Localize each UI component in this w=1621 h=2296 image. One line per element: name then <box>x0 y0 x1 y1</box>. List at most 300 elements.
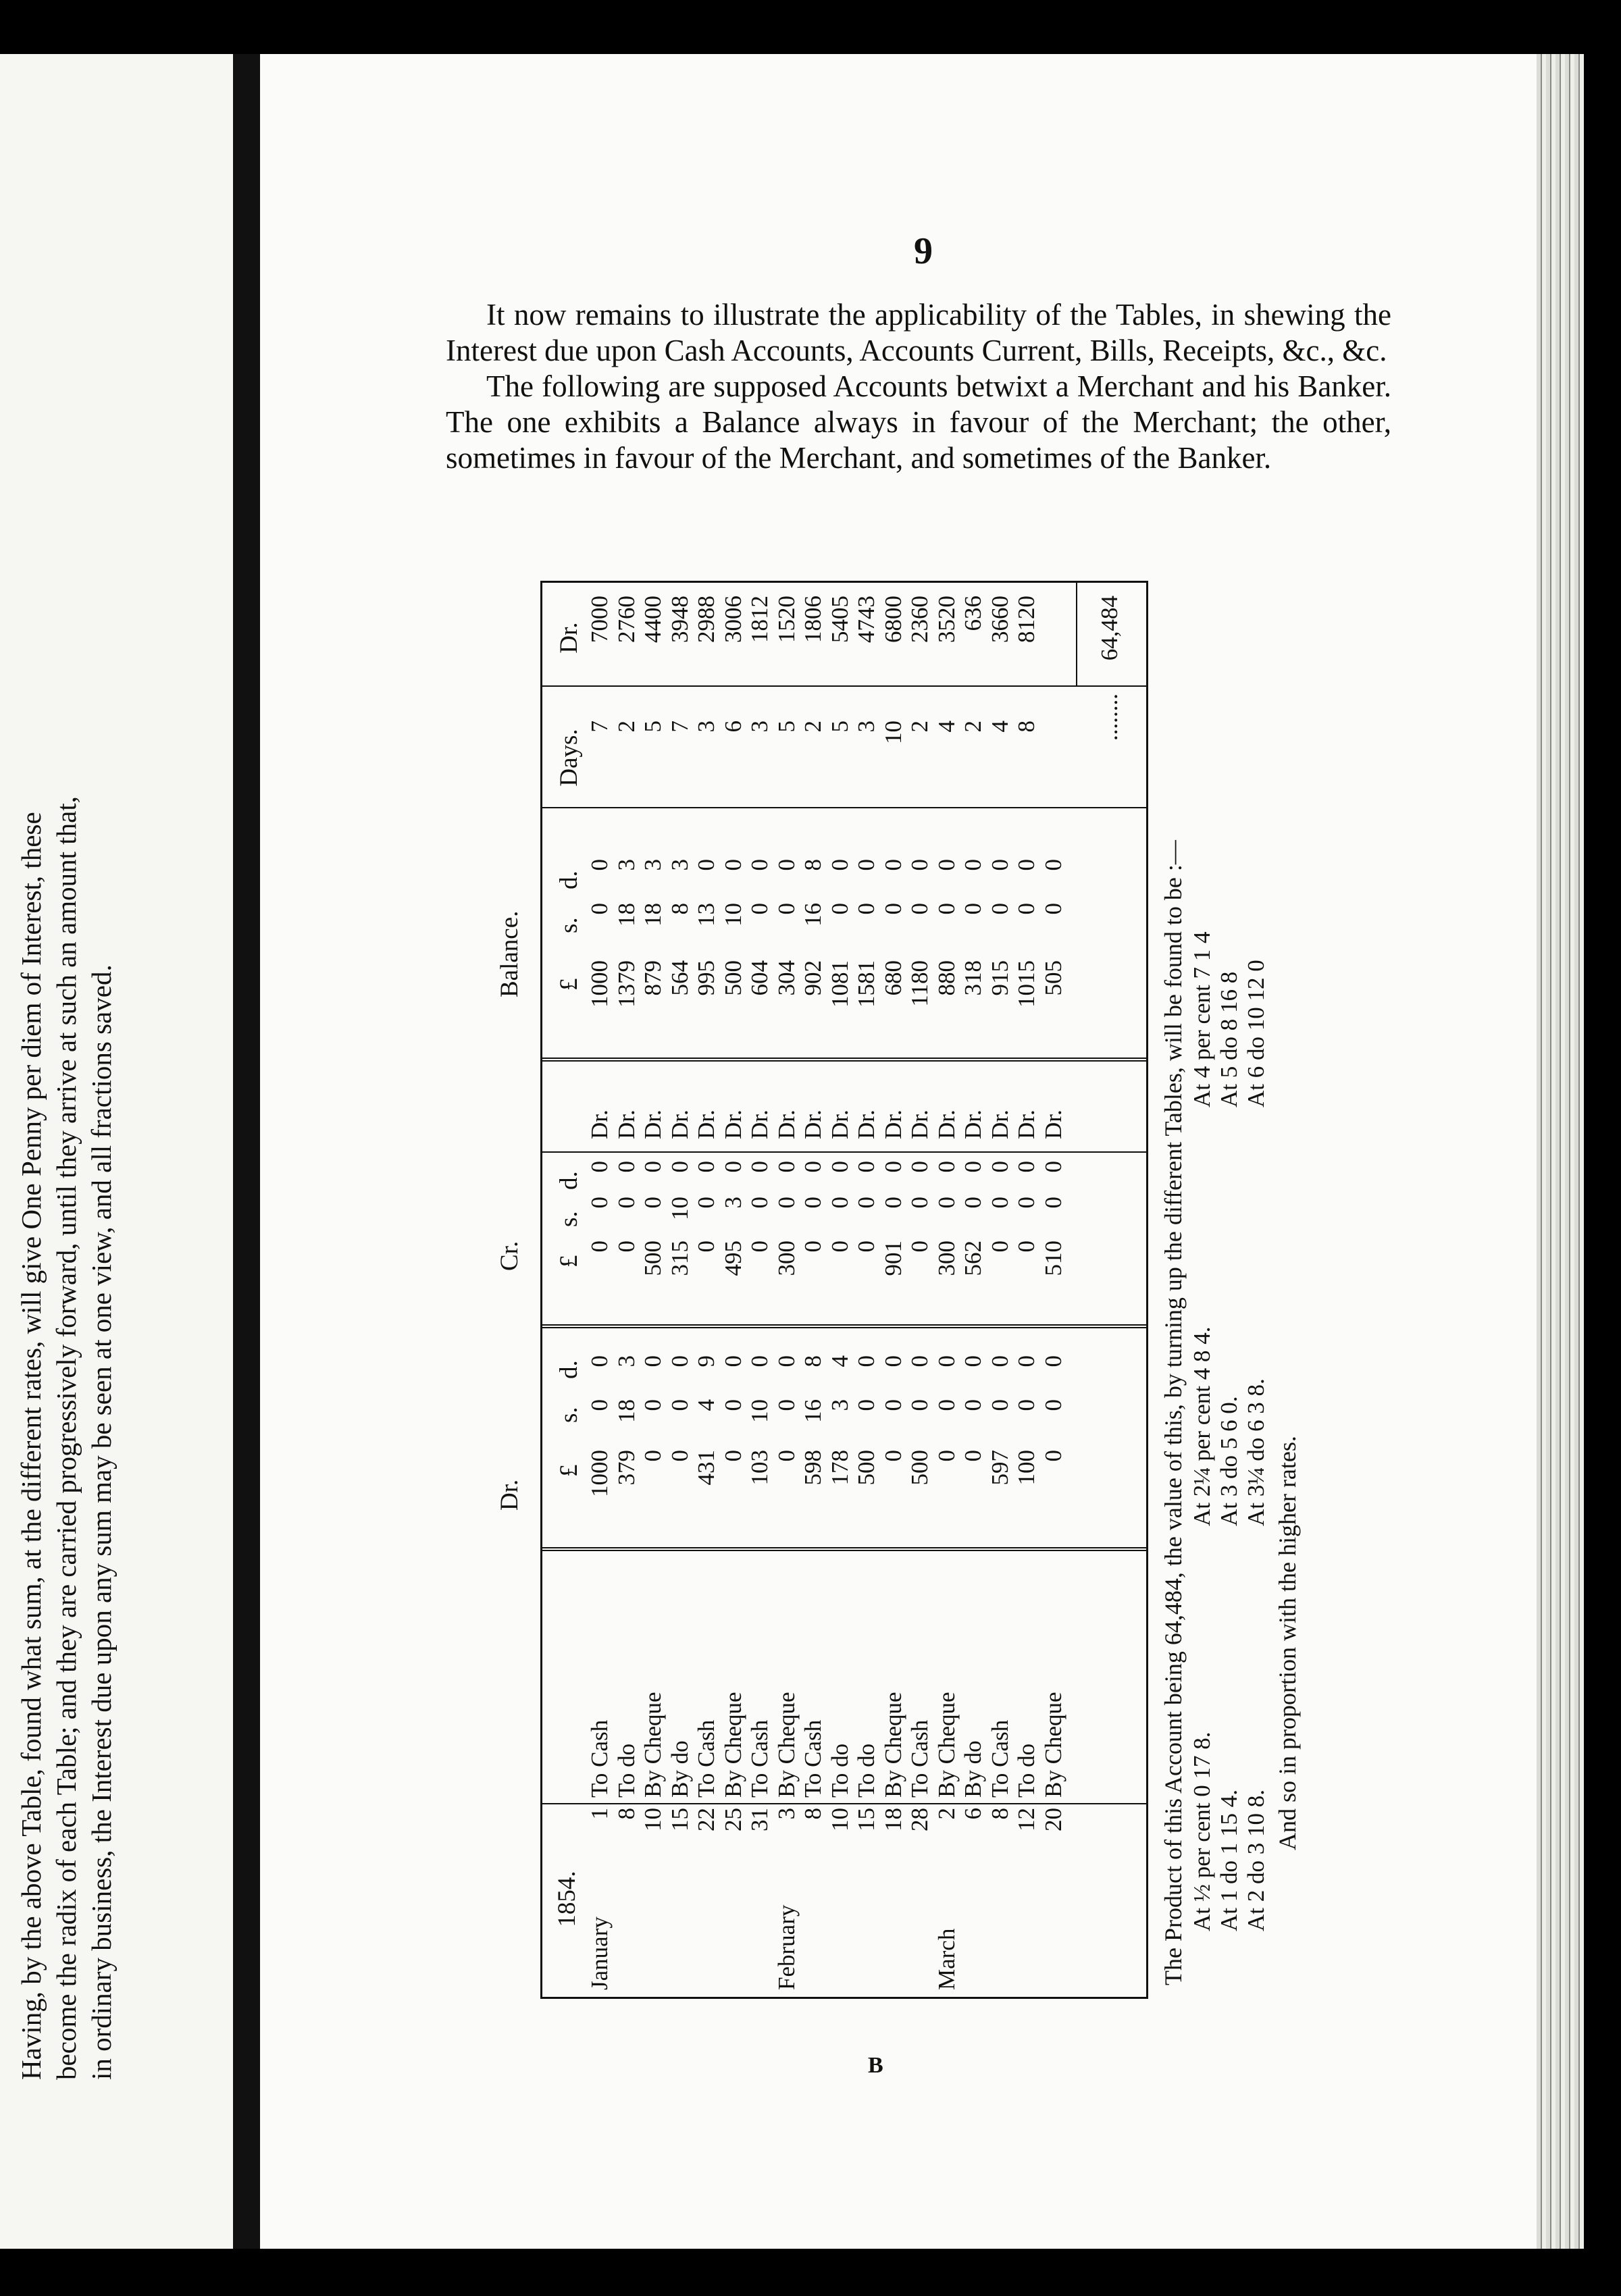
cell-product: 4400 <box>640 596 666 643</box>
cell-bal: Dr. <box>933 1110 960 1139</box>
account-table <box>496 581 1148 1999</box>
cell-product: 4743 <box>853 596 879 643</box>
cell-bal_l: 902 <box>800 960 826 996</box>
cell-dr_l: 1000 <box>586 1450 613 1497</box>
cell-days: 5 <box>773 721 800 733</box>
cell-day: 3 <box>773 1808 800 1820</box>
bal-pence-sign: d. <box>555 870 583 889</box>
conclusion: And so in proportion with the higher rates. <box>1274 1436 1301 1850</box>
cell-day: 1 <box>586 1808 613 1820</box>
cell-cr_l: 0 <box>613 1241 640 1253</box>
cell-dr_l: 0 <box>1039 1450 1066 1462</box>
cell-day: 8 <box>800 1808 826 1820</box>
cell-bal_d: 0 <box>693 859 719 871</box>
cell-day: 2 <box>933 1808 960 1820</box>
cell-cr_d: 0 <box>666 1161 693 1173</box>
cell-bal: Dr. <box>853 1110 879 1139</box>
cell-dr_d: 0 <box>1013 1355 1039 1367</box>
cell-day: 8 <box>613 1808 640 1820</box>
cell-bal_s: 0 <box>586 903 613 915</box>
cell-bal_s: 13 <box>693 903 719 927</box>
footnote: The Product of this Account being 64,484, the value of this, by turning up the different Tables, will be found to be :— <box>1160 840 1187 1985</box>
cell-dr_s: 18 <box>613 1399 640 1423</box>
cell-cr_d: 0 <box>879 1161 906 1173</box>
cell-bal_d: 0 <box>933 859 960 871</box>
cell-dr_l: 500 <box>853 1450 879 1486</box>
cell-days: 3 <box>853 721 879 733</box>
cell-dr_s: 4 <box>693 1399 719 1411</box>
cell-bal_l: 680 <box>879 960 906 996</box>
cell-bal_d: 0 <box>879 859 906 871</box>
cell-cr_s: 0 <box>853 1197 879 1209</box>
cell-dr_l: 0 <box>666 1450 693 1462</box>
cell-cr_s: 0 <box>933 1197 960 1209</box>
cell-dr_l: 0 <box>640 1450 666 1462</box>
cell-days: 8 <box>1013 721 1039 733</box>
cell-cr_l: 300 <box>933 1241 960 1276</box>
cell-cr_l: 0 <box>800 1241 826 1253</box>
days-leader: ........ <box>1096 694 1123 741</box>
cell-days <box>1040 721 1067 802</box>
cell-cr_l: 0 <box>1013 1241 1039 1253</box>
rate-line: At 3¼ do 6 3 8. <box>1243 1378 1269 1526</box>
cell-dr_d: 0 <box>879 1355 906 1367</box>
cell-product: 1806 <box>800 596 826 643</box>
cell-bal_s: 18 <box>640 903 666 927</box>
cell-cr_l: 500 <box>640 1241 666 1276</box>
dr-shillings-column <box>586 1399 1066 1446</box>
cell-month: February <box>773 1904 800 1990</box>
cell-days: 5 <box>826 721 853 733</box>
cell-bal_s: 0 <box>1039 903 1066 915</box>
cell-product: 3948 <box>666 596 693 643</box>
cell-bal_s: 0 <box>1013 903 1039 915</box>
cell-detail: To Cash <box>693 1719 719 1798</box>
cell-days: 7 <box>586 721 613 733</box>
cell-bal: Dr. <box>960 1110 986 1139</box>
cell-cr_d: 0 <box>853 1161 879 1173</box>
cell-cr_d: 0 <box>1013 1161 1039 1173</box>
cr-pounds-column <box>586 1241 1066 1322</box>
cell-dr_s: 0 <box>1013 1399 1039 1411</box>
cell-bal_d: 0 <box>986 859 1013 871</box>
cell-detail: By Cheque <box>933 1692 960 1798</box>
cell-cr_d: 0 <box>640 1161 666 1173</box>
rule <box>542 1151 1146 1153</box>
cell-bal_l: 505 <box>1039 960 1066 996</box>
cell-detail: To do <box>826 1743 853 1798</box>
cell-dr_l: 0 <box>773 1450 800 1462</box>
cell-bal_l: 1015 <box>1013 960 1039 1008</box>
dr-pence-column <box>586 1355 1066 1396</box>
cell-product: 3006 <box>719 596 746 643</box>
cell-cr_s: 0 <box>1013 1197 1039 1209</box>
rate-line: At 2 do 3 10 8. <box>1243 1790 1269 1931</box>
cell-day: 12 <box>1013 1808 1039 1831</box>
cell-detail: By Cheque <box>640 1692 666 1798</box>
rates-group <box>1189 1327 1270 1526</box>
cell-days: 4 <box>986 721 1013 733</box>
cell-dr_s: 0 <box>853 1399 879 1411</box>
balance-side-column <box>586 1072 1066 1139</box>
cell-days: 3 <box>746 721 773 733</box>
cell-cr_d: 0 <box>586 1161 613 1173</box>
cell-dr_d: 0 <box>640 1355 666 1367</box>
dr-pound-sign: £ <box>555 1464 583 1477</box>
cell-bal_d: 0 <box>960 859 986 871</box>
cell-dr_s: 3 <box>826 1399 853 1411</box>
product-column <box>586 596 1066 680</box>
cell-cr_l: 0 <box>693 1241 719 1253</box>
balance-shillings-column <box>586 903 1066 957</box>
cell-detail: To Cash <box>800 1719 826 1798</box>
cell-bal: Dr. <box>613 1110 640 1139</box>
cell-bal_l: 564 <box>666 960 693 996</box>
cell-bal: Dr. <box>640 1110 666 1139</box>
rule <box>542 1547 1146 1551</box>
cell-detail: To Cash <box>746 1719 773 1798</box>
left-line: in ordinary business, the Interest due upon any sum may be seen at one view, and all fractions saved. <box>86 964 117 2080</box>
cell-cr_s: 0 <box>986 1197 1013 1209</box>
cell-bal_l: 1581 <box>853 960 879 1008</box>
cell-cr_d: 0 <box>746 1161 773 1173</box>
cell-day: 28 <box>906 1808 933 1831</box>
cell-dr_d: 0 <box>933 1355 960 1367</box>
cell-bal: Dr. <box>666 1110 693 1139</box>
dr-heading: Dr. <box>496 1479 523 1511</box>
cell-dr_l: 0 <box>719 1450 746 1462</box>
products-heading: Dr. <box>555 622 583 654</box>
cell-cr_l: 0 <box>826 1241 853 1253</box>
cell-day: 22 <box>693 1808 719 1831</box>
total-rule <box>1076 581 1077 687</box>
cell-bal_d: 0 <box>826 859 853 871</box>
cell-days: 10 <box>879 721 906 744</box>
cell-bal_d: 0 <box>746 859 773 871</box>
cell-dr_l: 431 <box>693 1450 719 1486</box>
cell-product: 636 <box>960 596 986 631</box>
bal-shilling-sign: s. <box>555 917 583 933</box>
cell-cr_d: 0 <box>960 1161 986 1173</box>
cell-bal_s: 0 <box>826 903 853 915</box>
cell-dr_d: 0 <box>666 1355 693 1367</box>
cell-bal_l: 1000 <box>586 960 613 1008</box>
rule <box>542 1803 1146 1804</box>
cell-dr_s: 0 <box>719 1399 746 1411</box>
intro-text <box>446 297 1391 476</box>
cell-cr_l: 901 <box>879 1241 906 1276</box>
cell-bal_s: 0 <box>906 903 933 915</box>
cell-bal_d: 8 <box>800 859 826 871</box>
cell-dr_l: 379 <box>613 1450 640 1486</box>
cell-day: 15 <box>666 1808 693 1831</box>
cell-product: 2760 <box>613 596 640 643</box>
cell-cr_s: 0 <box>1039 1197 1066 1209</box>
cell-dr_d: 3 <box>613 1355 640 1367</box>
dr-pence-sign: d. <box>555 1360 583 1379</box>
cell-bal_l: 318 <box>960 960 986 996</box>
cell-cr_s: 0 <box>906 1197 933 1209</box>
cr-pence-sign: d. <box>555 1171 583 1190</box>
cell-dr_s: 0 <box>773 1399 800 1411</box>
account-rotated <box>496 581 1301 1999</box>
cell-bal_d: 0 <box>586 859 613 871</box>
cell-cr_d: 0 <box>906 1161 933 1173</box>
cell-bal_s: 8 <box>666 903 693 915</box>
cell-day: 8 <box>986 1808 1013 1820</box>
cell-bal_s: 10 <box>719 903 746 927</box>
left-page-text <box>14 257 119 2080</box>
cell-bal_s: 0 <box>853 903 879 915</box>
signature-mark: B <box>868 2053 883 2078</box>
cell-product: 1520 <box>773 596 800 643</box>
intro-paragraph: The following are supposed Accounts betwixt a Merchant and his Banker. The one exhibits a Balance always in favour of the Merchant; the other, sometimes in favour of the Merchant, and sometimes of the Banker. <box>446 369 1391 475</box>
cell-cr_d: 0 <box>986 1161 1013 1173</box>
cell-bal: Dr. <box>586 1110 613 1139</box>
rate-line: At 4 per cent 7 1 4 <box>1189 931 1215 1107</box>
cell-bal_d: 0 <box>719 859 746 871</box>
cell-detail: To Cash <box>986 1719 1013 1798</box>
cell-days: 2 <box>960 721 986 733</box>
cell-dr_s: 0 <box>879 1399 906 1411</box>
cell-detail: By do <box>960 1740 986 1798</box>
cell-cr_d: 0 <box>826 1161 853 1173</box>
cell-product <box>1040 596 1067 680</box>
cell-dr_s: 10 <box>746 1399 773 1423</box>
cell-cr_s: 0 <box>640 1197 666 1209</box>
cell-dr_d: 0 <box>906 1355 933 1367</box>
cr-shillings-column <box>586 1197 1066 1237</box>
balance-heading: Balance. <box>496 910 523 997</box>
cell-product: 1812 <box>746 596 773 643</box>
cell-detail: By Cheque <box>719 1692 746 1798</box>
rate-line: At 6 do 10 12 0 <box>1243 960 1269 1107</box>
cell-bal: Dr. <box>746 1110 773 1139</box>
cell-dr_l: 0 <box>879 1450 906 1462</box>
cell-cr_s: 0 <box>800 1197 826 1209</box>
cell-detail: To do <box>853 1743 879 1798</box>
dr-pounds-column <box>586 1450 1066 1544</box>
cell-dr_s: 0 <box>960 1399 986 1411</box>
cell-bal_l: 1379 <box>613 960 640 1008</box>
cell-bal_s: 0 <box>960 903 986 915</box>
cell-cr_s: 0 <box>693 1197 719 1209</box>
cell-day: 10 <box>826 1808 853 1831</box>
cell-bal_d: 3 <box>613 859 640 871</box>
balance-pounds-column <box>586 960 1066 1055</box>
cell-bal_d: 3 <box>666 859 693 871</box>
cell-cr_s: 0 <box>613 1197 640 1209</box>
cell-cr_l: 510 <box>1039 1241 1066 1276</box>
cell-dr_d: 4 <box>826 1355 853 1367</box>
cell-dr_l: 100 <box>1013 1450 1039 1486</box>
rate-line: At ½ per cent 0 17 8. <box>1189 1731 1215 1931</box>
cr-pound-sign: £ <box>555 1255 583 1268</box>
days-column <box>586 721 1066 802</box>
cell-dr_d: 9 <box>693 1355 719 1367</box>
cell-dr_l: 0 <box>960 1450 986 1462</box>
cell-bal_l: 915 <box>986 960 1013 996</box>
cr-heading: Cr. <box>496 1241 523 1271</box>
cell-dr_d: 0 <box>773 1355 800 1367</box>
cell-product: 2360 <box>906 596 933 643</box>
cell-dr_s: 0 <box>640 1399 666 1411</box>
cell-dr_s: 0 <box>933 1399 960 1411</box>
cell-cr_l: 300 <box>773 1241 800 1276</box>
cell-dr_l: 598 <box>800 1450 826 1486</box>
rule <box>542 807 1146 808</box>
cell-cr_d: 0 <box>773 1161 800 1173</box>
cell-bal_l: 500 <box>719 960 746 996</box>
cell-product: 5405 <box>826 596 853 643</box>
cell-dr_s: 0 <box>1039 1399 1066 1411</box>
page-edges <box>1537 54 1584 2249</box>
product-total: 64,484 <box>1096 596 1123 661</box>
rates-group <box>1189 1732 1270 1931</box>
cell-bal_d: 0 <box>853 859 879 871</box>
cell-days: 4 <box>933 721 960 733</box>
left-line: Having, by the above Table, found what sum, at the different rates, will give One Penny per diem of Interest, these <box>16 812 47 2080</box>
cell-cr_l: 562 <box>960 1241 986 1276</box>
cell-day: 6 <box>960 1808 986 1820</box>
cell-day: 10 <box>640 1808 666 1831</box>
cell-dr_s: 0 <box>586 1399 613 1411</box>
left-page <box>0 54 233 2249</box>
days-heading: Days. <box>555 729 583 787</box>
cell-days: 5 <box>640 721 666 733</box>
cell-product: 3520 <box>933 596 960 643</box>
cell-dr_d: 0 <box>960 1355 986 1367</box>
cell-dr_l: 103 <box>746 1450 773 1486</box>
cell-bal_s: 16 <box>800 903 826 927</box>
intro-paragraph: It now remains to illustrate the applicability of the Tables, in shewing the Interest due upon Cash Accounts, Accounts Current, Bills, Receipts, &c., &c. <box>446 298 1391 367</box>
cell-bal_l: 1081 <box>826 960 853 1008</box>
cell-cr_l: 0 <box>746 1241 773 1253</box>
cell-detail: To Cash <box>906 1719 933 1798</box>
cell-bal: Dr. <box>1039 1110 1066 1139</box>
cell-bal_l: 304 <box>773 960 800 996</box>
cell-detail: By Cheque <box>879 1692 906 1798</box>
rate-line: At 2¼ per cent 4 8 4. <box>1189 1326 1215 1526</box>
page-number: 9 <box>914 230 933 272</box>
cell-product: 2988 <box>693 596 719 643</box>
cell-cr_s: 0 <box>826 1197 853 1209</box>
cell-cr_l: 0 <box>586 1241 613 1253</box>
cell-bal_s: 0 <box>986 903 1013 915</box>
cell-bal: Dr. <box>719 1110 746 1139</box>
cell-cr_d: 0 <box>693 1161 719 1173</box>
cell-cr_s: 0 <box>746 1197 773 1209</box>
cell-dr_l: 597 <box>986 1450 1013 1486</box>
cell-bal: Dr. <box>1013 1110 1039 1139</box>
cell-bal: Dr. <box>800 1110 826 1139</box>
cell-day: 15 <box>853 1808 879 1831</box>
cell-bal_l: 880 <box>933 960 960 996</box>
cr-pence-column <box>586 1161 1066 1195</box>
dr-shilling-sign: s. <box>555 1407 583 1423</box>
cell-month: January <box>586 1916 613 1990</box>
cell-bal_l: 604 <box>746 960 773 996</box>
cell-detail: To Cash <box>586 1719 613 1798</box>
cell-detail: By Cheque <box>1039 1692 1066 1798</box>
cell-bal: Dr. <box>879 1110 906 1139</box>
cell-cr_l: 315 <box>666 1241 693 1276</box>
cell-dr_l: 178 <box>826 1450 853 1486</box>
cell-bal_d: 0 <box>906 859 933 871</box>
day-column <box>586 1808 1066 1875</box>
cell-cr_l: 0 <box>986 1241 1013 1253</box>
cell-dr_d: 0 <box>586 1355 613 1367</box>
cell-cr_l: 0 <box>906 1241 933 1253</box>
rate-line: At 3 do 5 6 0. <box>1216 1396 1242 1526</box>
cell-cr_d: 0 <box>800 1161 826 1173</box>
cell-bal_d: 3 <box>640 859 666 871</box>
cell-cr_d: 0 <box>613 1161 640 1173</box>
cell-product: 3660 <box>986 596 1013 643</box>
cell-product: 8120 <box>1013 596 1039 643</box>
cell-bal_d: 0 <box>1039 859 1066 871</box>
cell-bal: Dr. <box>826 1110 853 1139</box>
rate-line: At 1 do 1 15 4. <box>1216 1790 1242 1931</box>
cell-day: 18 <box>879 1808 906 1831</box>
cell-dr_d: 0 <box>719 1355 746 1367</box>
cell-cr_d: 0 <box>933 1161 960 1173</box>
cell-days: 2 <box>800 721 826 733</box>
cell-dr_s: 16 <box>800 1399 826 1423</box>
bal-pound-sign: £ <box>555 978 583 991</box>
cell-detail: By do <box>666 1740 693 1798</box>
cell-bal_s: 18 <box>613 903 640 927</box>
cell-dr_s: 0 <box>666 1399 693 1411</box>
rule <box>542 1058 1146 1062</box>
cell-dr_d: 8 <box>800 1355 826 1367</box>
cell-month: March <box>933 1928 960 1990</box>
cell-cr_s: 0 <box>586 1197 613 1209</box>
cell-detail: By Cheque <box>773 1692 800 1798</box>
rate-line: At 5 do 8 16 8 <box>1216 971 1242 1107</box>
cell-days: 6 <box>719 721 746 733</box>
cell-bal_d: 0 <box>1013 859 1039 871</box>
cell-cr_s: 0 <box>879 1197 906 1209</box>
cell-bal: Dr. <box>773 1110 800 1139</box>
year-heading: 1854. <box>553 1871 581 1927</box>
cell-product: 7000 <box>586 596 613 643</box>
book-gutter <box>233 54 260 2249</box>
cell-cr_d: 0 <box>719 1161 746 1173</box>
cell-bal_l: 1180 <box>906 960 933 1007</box>
cell-days: 7 <box>666 721 693 733</box>
cell-day: 25 <box>719 1808 746 1831</box>
cell-bal: Dr. <box>906 1110 933 1139</box>
cell-day: 20 <box>1039 1808 1066 1831</box>
cell-cr_l: 0 <box>853 1241 879 1253</box>
rule <box>542 1324 1146 1328</box>
rule <box>542 685 1146 687</box>
cell-dr_s: 0 <box>986 1399 1013 1411</box>
cell-dr_s: 0 <box>906 1399 933 1411</box>
balance-pence-column <box>586 859 1066 899</box>
cell-bal_s: 0 <box>773 903 800 915</box>
cell-days: 3 <box>693 721 719 733</box>
cell-bal: Dr. <box>693 1110 719 1139</box>
cell-dr_d: 0 <box>746 1355 773 1367</box>
cell-days: 2 <box>906 721 933 733</box>
cell-cr_s: 0 <box>960 1197 986 1209</box>
cell-cr_l: 495 <box>719 1241 746 1276</box>
cell-cr_s: 3 <box>719 1197 746 1209</box>
cell-day: 31 <box>746 1808 773 1831</box>
cell-dr_d: 0 <box>853 1355 879 1367</box>
